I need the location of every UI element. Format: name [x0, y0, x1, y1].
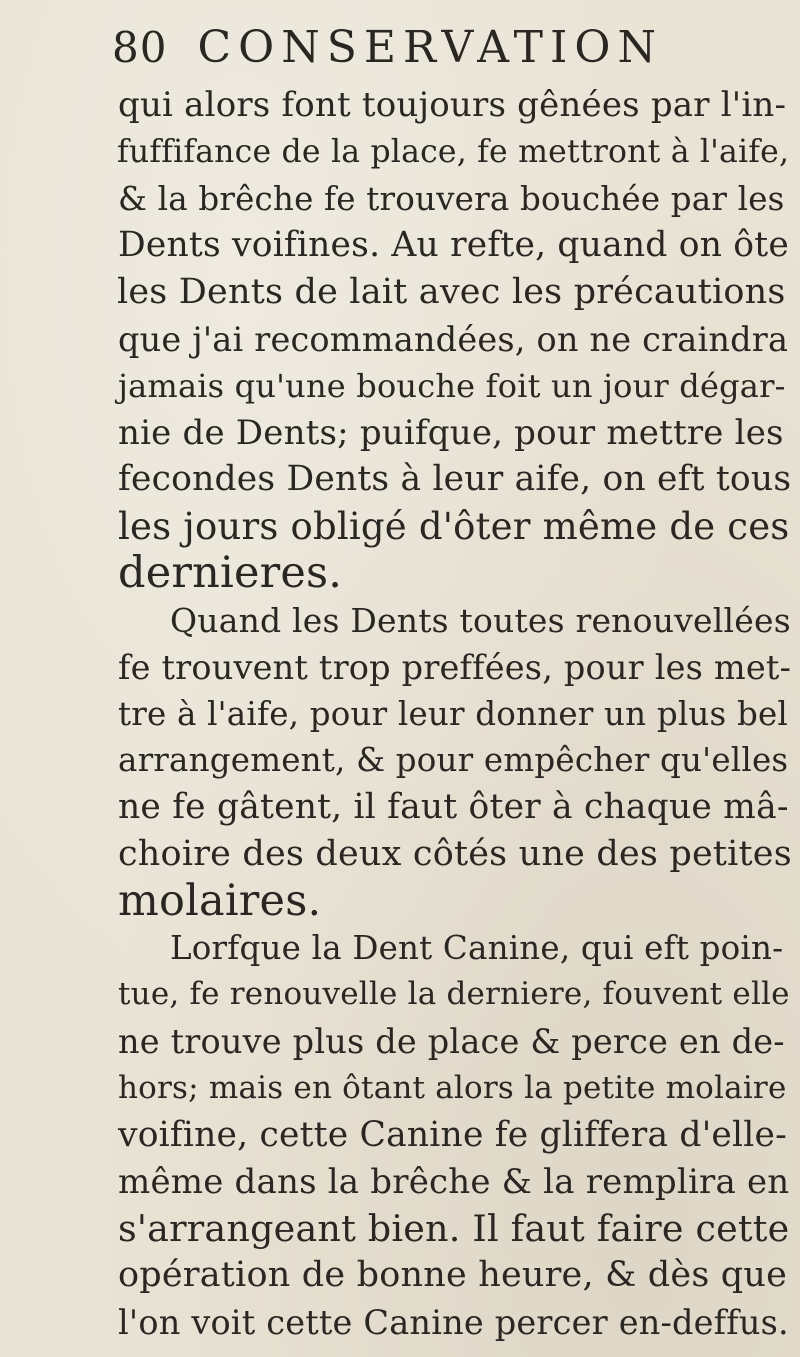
text-line: fuffifance de la place, fe mettront à l'aife,: [117, 134, 790, 170]
text-line: choire des deux côtés une des petites: [118, 834, 792, 874]
running-head: CONSERVATION: [197, 22, 663, 73]
text-line: fecondes Dents à leur aife, on eft tous: [118, 459, 792, 499]
text-line: l'on voit cette Canine percer en-deffus.: [118, 1303, 789, 1342]
text-line: molaires.: [118, 876, 322, 926]
text-line: tre à l'aife, pour leur donner un plus bel: [118, 695, 788, 733]
text-line: fe trouvent trop preffées, pour les met-: [118, 648, 792, 687]
page-number: 80: [112, 23, 168, 72]
text-line: arrangement, & pour empêcher qu'elles: [118, 741, 789, 779]
text-line: Lorfque la Dent Canine, qui eft poin-: [170, 929, 784, 967]
text-line: que j'ai recommandées, on ne craindra: [118, 320, 789, 359]
text-line: & la brêche fe trouvera bouchée par les: [118, 180, 785, 218]
text-line: nie de Dents; puifque, pour mettre les: [118, 413, 784, 453]
text-line: hors; mais en ôtant alors la petite molaire: [118, 1070, 787, 1106]
text-line: même dans la brêche & la remplira en: [118, 1162, 790, 1202]
text-line: qui alors font toujours gênées par l'in-: [118, 85, 787, 125]
text-line: les Dents de lait avec les précautions: [117, 272, 786, 312]
text-line: ne trouve plus de place & perce en de-: [118, 1022, 785, 1061]
text-line: s'arrangeant bien. Il faut faire cette: [118, 1207, 790, 1250]
text-line: tue, fe renouvelle la derniere, fouvent elle: [118, 976, 790, 1012]
text-line: voifine, cette Canine fe gliffera d'elle-: [118, 1115, 787, 1155]
text-line: Quand les Dents toutes renouvellées: [170, 601, 791, 640]
text-line: dernieres.: [118, 548, 343, 598]
text-line: opération de bonne heure, & dès que: [118, 1255, 788, 1295]
text-line: Dents voifines. Au refte, quand on ôte: [118, 225, 789, 265]
text-line: ne fe gâtent, il faut ôter à chaque mâ-: [118, 787, 789, 827]
text-line: les jours obligé d'ôter même de ces: [118, 505, 790, 548]
text-line: jamais qu'une bouche foit un jour dégar-: [118, 367, 786, 405]
